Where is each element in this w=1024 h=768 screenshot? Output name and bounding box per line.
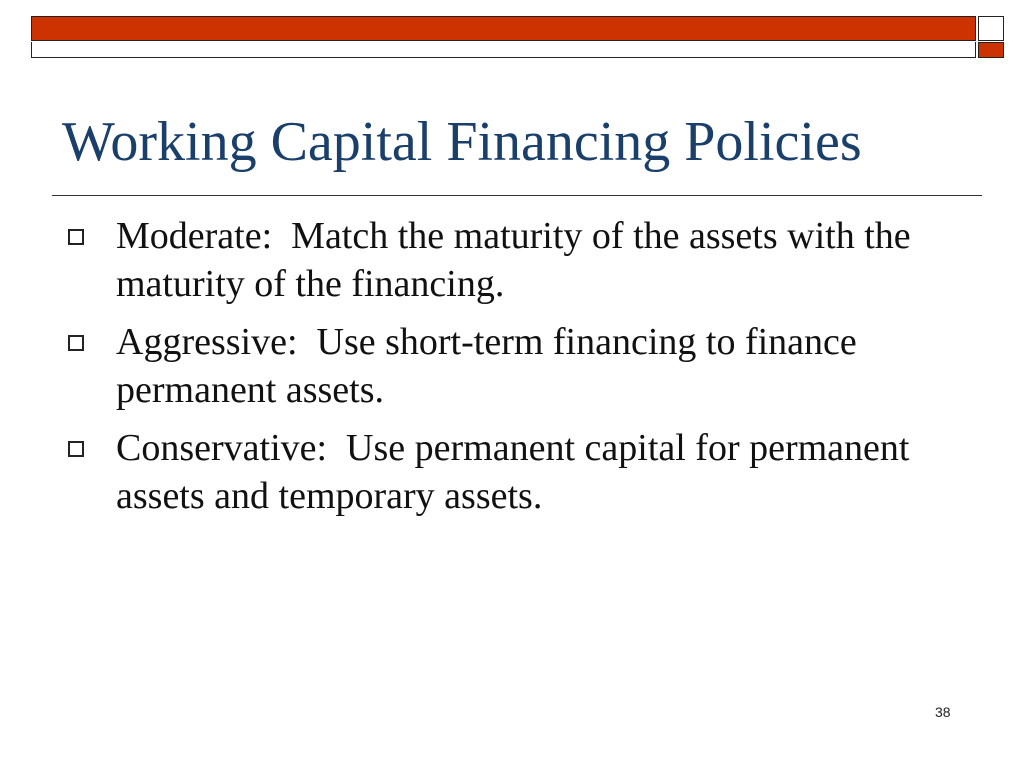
bullet-item-moderate xyxy=(62,212,962,308)
slide-title: Working Capital Financing Policies xyxy=(62,111,862,173)
header-corner-white-box xyxy=(978,16,1004,41)
bullet-item-conservative xyxy=(62,424,962,520)
hollow-square-icon xyxy=(68,441,84,457)
bullet-text: Aggressive: Use short-term financing to finance permanent assets. xyxy=(116,321,867,411)
hollow-square-icon xyxy=(68,335,84,351)
bullet-item-aggressive xyxy=(62,318,962,414)
bullet-list xyxy=(62,212,962,530)
slide-number: 38 xyxy=(935,704,951,720)
header-white-strip xyxy=(31,42,976,58)
bullet-text: Moderate: Match the maturity of the assets with the maturity of the financing. xyxy=(116,215,921,305)
hollow-square-icon xyxy=(68,229,84,245)
header-corner-red-box xyxy=(978,42,1004,58)
title-divider xyxy=(52,195,982,196)
header-red-bar xyxy=(31,16,976,41)
bullet-text: Conservative: Use permanent capital for permanent assets and temporary assets. xyxy=(116,427,919,517)
